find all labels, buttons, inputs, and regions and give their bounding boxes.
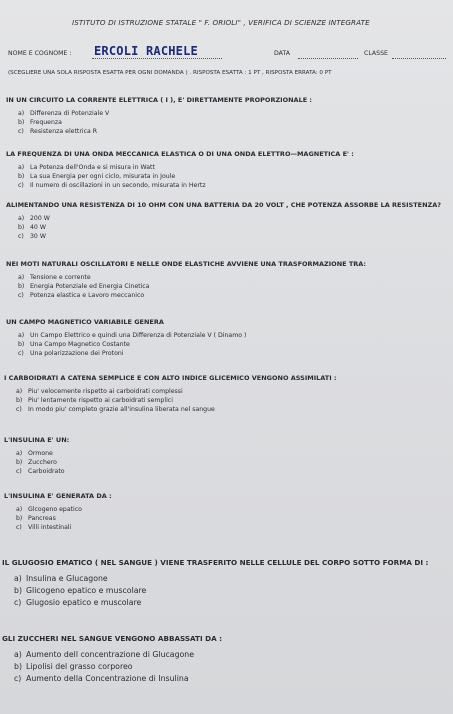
option-key: b) <box>16 514 23 522</box>
option-c[interactable] <box>4 524 112 533</box>
option-b[interactable] <box>2 585 428 597</box>
question-text: NEI MOTI NATURALI OSCILLATORI E NELLE ONDE ELASTICHE AVVIENE UNA TRASFORMAZIONE TRA: <box>6 260 367 268</box>
option-a[interactable] <box>4 450 69 459</box>
question-text: L'INSULINA E' UN: <box>4 436 70 444</box>
option-key: a) <box>18 110 25 117</box>
question-7 <box>4 436 69 476</box>
option-text: Glugosio epatico e muscolare <box>26 598 142 607</box>
page-title: ISTITUTO DI ISTRUZIONE STATALE " F. ORIOLI" , VERIFICA DI SCIENZE INTEGRATE <box>72 18 370 27</box>
option-key: c) <box>16 405 22 413</box>
option-c[interactable] <box>6 182 354 191</box>
question-text: ALIMENTANDO UNA RESISTENZA DI 10 OHM CON UNA BATTERIA DA 20 VOLT , CHE POTENZA ASSORBE LA RESISTENZA? <box>6 201 442 209</box>
option-key: b) <box>18 340 25 348</box>
option-text: Frequenza <box>30 118 62 126</box>
option-text: Piu' lentamente rispetto ai carboidrati semplici <box>28 396 173 404</box>
option-key: a) <box>16 388 23 395</box>
option-key: b) <box>18 172 25 180</box>
option-text: In modo piu' completo grazie all'insulina liberata nel sangue <box>28 405 215 413</box>
option-a[interactable] <box>2 649 222 661</box>
option-text: 200 W <box>30 215 50 222</box>
class-line <box>392 58 446 59</box>
date-label: DATA <box>274 50 290 57</box>
option-text: Piu' velocemente rispetto ai carboidrati complessi <box>28 388 183 395</box>
option-key: a) <box>18 215 25 222</box>
option-a[interactable] <box>2 573 428 585</box>
instructions: (SCEGLIERE UNA SOLA RISPOSTA ESATTA PER OGNI DOMANDA ) . RISPOSTA ESATTA : 1 PT , RISPOSTA ERRATA: 0 PT <box>8 70 332 76</box>
option-key: b) <box>18 118 25 126</box>
option-a[interactable] <box>6 215 441 224</box>
option-text: La sua Energia per ogni ciclo, misurata in Joule <box>30 172 176 180</box>
option-b[interactable] <box>6 173 354 182</box>
date-line <box>298 58 358 59</box>
question-2 <box>6 150 354 190</box>
option-text: Ormone <box>28 450 53 457</box>
question-text: LA FREQUENZA DI UNA ONDA MECCANICA ELASTICA O DI UNA ONDA ELETTRO—MAGNETICA E' : <box>6 150 354 158</box>
option-c[interactable] <box>6 128 312 137</box>
option-key: a) <box>16 450 23 457</box>
option-b[interactable] <box>4 515 112 524</box>
option-text: Lipolisi del grasso corporeo <box>26 662 133 671</box>
student-info-row <box>8 46 448 60</box>
name-value: ERCOLI RACHELE <box>94 44 198 58</box>
option-text: Aumento dell concentrazione di Glucagone <box>26 650 195 659</box>
option-key: c) <box>18 291 24 299</box>
option-key: a) <box>18 164 25 171</box>
option-a[interactable] <box>4 506 112 515</box>
option-key: b) <box>14 662 22 671</box>
question-1 <box>6 96 312 136</box>
option-c[interactable] <box>4 468 69 477</box>
option-key: a) <box>18 332 25 339</box>
option-text: Aumento della Concentrazione di Insulina <box>26 674 189 683</box>
option-text: Un Campo Elettrico e quindi una Differenza di Potenziale V ( Dinamo ) <box>30 332 247 339</box>
question-text: GLI ZUCCHERI NEL SANGUE VENGONO ABBASSATI DA : <box>2 634 223 643</box>
option-a[interactable] <box>6 274 366 283</box>
option-text: Tensione e corrente <box>30 274 91 281</box>
question-10 <box>2 634 222 685</box>
option-b[interactable] <box>6 224 441 233</box>
question-4 <box>6 260 366 300</box>
option-key: c) <box>18 181 24 189</box>
option-text: La Potenza dell'Onda e si misura in Watt <box>30 164 155 171</box>
option-b[interactable] <box>6 119 312 128</box>
option-a[interactable] <box>4 388 337 397</box>
question-text: L'INSULINA E' GENERATA DA : <box>4 492 112 500</box>
option-c[interactable] <box>4 406 337 415</box>
option-text: Potenza elastica e Lavoro meccanico <box>30 291 145 299</box>
option-text: Energia Potenziale ed Energia Cinetica <box>30 282 150 290</box>
option-c[interactable] <box>6 350 246 359</box>
class-label: CLASSE <box>364 50 388 57</box>
option-text: Glicogeno epatico e muscolare <box>26 586 147 595</box>
option-text: Una Campo Magnetico Costante <box>30 340 130 348</box>
option-key: c) <box>18 127 24 135</box>
name-line <box>92 58 222 59</box>
option-key: c) <box>18 232 24 240</box>
option-key: a) <box>14 574 22 583</box>
option-key: b) <box>18 282 25 290</box>
option-text: 30 W <box>30 232 46 240</box>
option-c[interactable] <box>2 673 222 685</box>
option-c[interactable] <box>6 292 366 301</box>
question-3 <box>6 201 441 241</box>
option-key: a) <box>16 506 23 513</box>
option-c[interactable] <box>6 233 441 242</box>
option-text: Carboidrato <box>28 467 65 475</box>
option-key: c) <box>16 523 22 531</box>
question-6 <box>4 374 337 414</box>
option-b[interactable] <box>6 341 246 350</box>
question-text: I CARBOIDRATI A CATENA SEMPLICE E CON ALTO INDICE GLICEMICO VENGONO ASSIMILATI : <box>4 374 337 382</box>
question-text: IL GLUGOSIO EMATICO ( NEL SANGUE ) VIENE TRASFERITO NELLE CELLULE DEL CORPO SOTTO FORMA DI : <box>2 558 429 567</box>
option-text: Glcogeno epatico <box>28 506 82 513</box>
name-label: NOME E COGNOME : <box>8 50 72 57</box>
question-5 <box>6 318 246 358</box>
option-key: a) <box>14 650 22 659</box>
option-key: b) <box>16 458 23 466</box>
option-text: Una polarizzazione dei Protoni <box>30 349 124 357</box>
option-text: Villi intestinali <box>28 523 72 531</box>
option-c[interactable] <box>2 597 428 609</box>
option-key: c) <box>14 674 22 683</box>
question-9 <box>2 558 428 609</box>
option-key: b) <box>14 586 22 595</box>
option-text: Zucchero <box>28 458 57 466</box>
option-text: Differenza di Potenziale V <box>30 110 110 117</box>
question-text: IN UN CIRCUITO LA CORRENTE ELETTRICA ( I ), E' DIRETTAMENTE PROPORZIONALE : <box>6 96 313 104</box>
option-a[interactable] <box>6 110 312 119</box>
option-key: b) <box>16 396 23 404</box>
question-text: UN CAMPO MAGNETICO VARIABILE GENERA <box>6 318 164 326</box>
option-a[interactable] <box>6 332 246 341</box>
option-text: Pancreas <box>28 514 56 522</box>
option-text: Insulina e Glucagone <box>26 574 108 583</box>
option-a[interactable] <box>6 164 354 173</box>
option-key: c) <box>14 598 22 607</box>
option-key: a) <box>18 274 25 281</box>
option-key: b) <box>18 223 25 231</box>
option-text: Resistenza elettrica R <box>30 127 98 135</box>
option-b[interactable] <box>2 661 222 673</box>
option-key: c) <box>18 349 24 357</box>
option-key: c) <box>16 467 22 475</box>
option-text: 40 W <box>30 223 46 231</box>
option-b[interactable] <box>6 283 366 292</box>
question-8 <box>4 492 112 532</box>
option-b[interactable] <box>4 397 337 406</box>
option-b[interactable] <box>4 459 69 468</box>
option-text: Il numero di oscillazioni in un secondo, misurata in Hertz <box>30 181 206 189</box>
